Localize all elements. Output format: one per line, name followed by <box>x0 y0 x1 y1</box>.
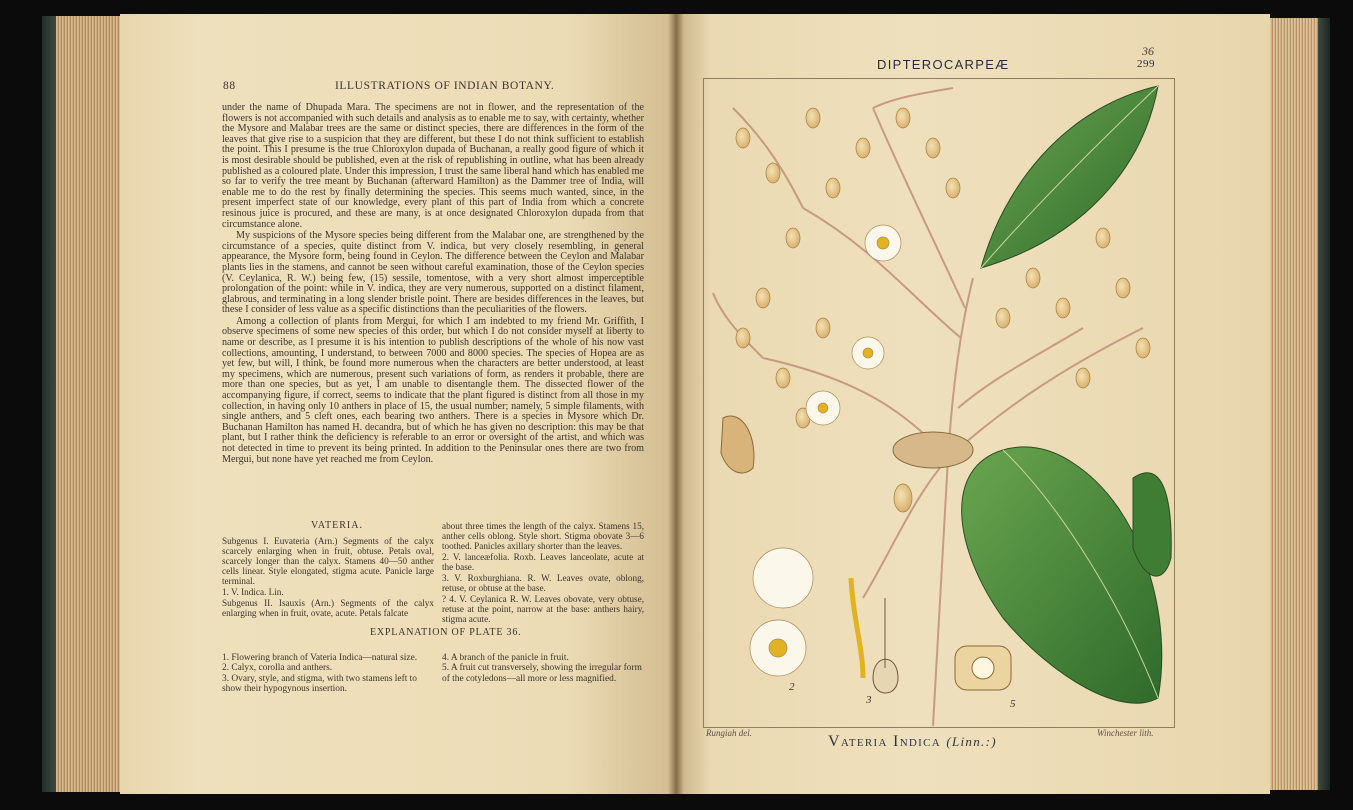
description-column-2 <box>442 521 644 625</box>
description-entry: Subgenus II. Isauxis (Arn.) Segments of the calyx enlarging when in fruit, ovate, acute. Petals falcate <box>222 598 434 618</box>
fruit-cross-section <box>955 646 1011 690</box>
explanation-heading: EXPLANATION OF PLATE 36. <box>370 627 522 638</box>
lithographer-credit: Winchester lith. <box>1097 728 1154 738</box>
fruit <box>893 432 973 468</box>
genus-heading: VATERIA. <box>311 520 363 531</box>
figure-label: 3 <box>866 694 872 706</box>
book-gutter <box>668 14 684 794</box>
explanation-item: 4. A branch of the panicle in fruit. <box>442 653 569 663</box>
figure-label: 2 <box>789 681 795 693</box>
paragraph: under the name of Dhupada Mara. The specimens are not in flower, and the representation of the flowers is not accompanied with such details and analysis as to enable me to say, with certainty, whether the Mysore and Malabar trees are the same or distinct species, there are differences in the form of the leaves that give rise to a suspicion that they are different, but these I do not think sufficient to establish the point. This I presume is the true Chloroxylon dupada of Buchanan, a really good figure of which it is most desirable should be published, even at the risk of republishing in outline, what has been already published as a coloured plate. Under this impression, I trust the same liberal hand which has enabled me so far to verify the tree meant by Buchanan (afterward Hamilton) as the Dammer tree of India, will enable me to do the rest by finally determining the species. This seems much wanted, since, in the present imperfect state of our knowledge, every plant of this part of India from which a concrete resinous juice is procured, and these are many, is at once designated Chloroxylon dupada from that circumstance alone. <box>222 102 644 230</box>
description-entry: 1. V. Indica. Lin. <box>222 587 284 597</box>
ovary-figure <box>873 598 898 693</box>
plate-number-handwritten: 36 <box>1142 44 1154 58</box>
right-page-edges <box>1268 18 1330 790</box>
description-entry: 2. V. lanceæfolia. Roxb. Leaves lanceolate, acute at the base. <box>442 552 644 572</box>
description-entry: ? 4. V. Ceylanica R. W. Leaves obovate, very obtuse, retuse at the point, narrow at the base: anthers hairy, stigma acute. <box>442 594 644 624</box>
open-flowers <box>750 225 901 676</box>
explanation-item: 2. Calyx, corolla and anthers. <box>222 663 333 674</box>
explanation-item: 5. A fruit cut transversely, showing the irregular form of the cotyledons—all more or less magnified. <box>442 663 642 684</box>
explanation-item: 1. Flowering branch of Vateria Indica—natural size. <box>222 653 418 663</box>
caption-title: Vateria Indica <box>828 733 942 750</box>
paragraph: Among a collection of plants from Mergui, for which I am indebted to my friend Mr. Griffith, I observe specimens of some new species of this order, but which I do not consider myself at liberty to name or describe, as I presume it is his intention to publish descriptions of the whole of his now vast collections, amounting, I understand, to between 7000 and 8000 species. The species of Hopea are as yet few, but will, I think, be found more numerous when the characters are better understood, at least my specimens, which are numerous, present such variations of form, as renders it probable, there are more than one species, but as yet, I am unable to disentangle them. The dissected flower of the accompanying figure, if correct, seems to indicate that the plant figured is distinct from all those in my collection, in having only 10 anthers in place of 15, the usual number; namely, 5 simple filaments, with single anthers, and 5 cleft ones, each bearing two anthers. There is a species in Mysore which Dr. Buchanan Hamilton has named H. decandra, but of which he has given no description: this may be that plant, but I rather think the deficiency is referable to an error or oversight of the artist, and which was not detected in time to prevent its being printed. In addition to the Peninsular ones there are two from Mergui, but none have yet reached me from Ceylon. <box>222 315 644 465</box>
description-entry: Subgenus I. Euvateria (Arn.) Segments of the calyx scarcely enlarging when in fruit, obtuse. Petals oval, scarcely longer than the calyx. Stamens 40—50 anther cells linear. Style elongated, stigma acute. Panicle large terminal. <box>222 536 434 586</box>
botanical-illustration <box>703 78 1173 726</box>
explanation-column-2 <box>442 653 644 684</box>
plate-caption <box>828 733 997 751</box>
leaf-upper-right <box>981 86 1158 268</box>
stamen-figure <box>851 578 863 678</box>
description-entry: about three times the length of the calyx. Stamens 15, anther cells oblong. Style short. Stigma obovate 3—6 toothed. Panicles axillary shorter than the leaves. <box>442 521 644 551</box>
fruit-calyx <box>721 416 754 473</box>
paragraph: My suspicions of the Mysore species being different from the Malabar one, are strengthened by the circumstance of a species, quite distinct from V. indica, but very closely resembling, in general appearance, the Mysore form, being found in Ceylon. The difference between the Ceylon and Malabar plants lies in the stamens, and cannot be seen without careful examination, those of the Ceylon species (V. Ceylanica, R. W.) being few, (15) sessile, tomentose, with a very short almost imperceptible prolongation of the point: while in V. indica, they are very numerous, supported on a distinct filament, glabrous, and terminating in a long slender bristle point. There are besides differences in the leaves, but these I consider of less value as a specific distinctions than the peculiarities of the flowers. <box>222 230 644 316</box>
caption-authority: (Linn.:) <box>946 734 997 749</box>
explanation-column-1 <box>222 653 434 695</box>
figure-label: 5 <box>1010 698 1016 710</box>
leaf-edge-right <box>1133 473 1171 576</box>
description-entry: 3. V. Roxburghiana. R. W. Leaves ovate, oblong, retuse, or obtuse at the base. <box>442 573 644 593</box>
left-running-title: ILLUSTRATIONS OF INDIAN BOTANY. <box>335 80 555 92</box>
family-heading: DIPTEROCARPEÆ <box>877 57 1010 72</box>
left-page-edges <box>42 16 124 792</box>
left-page-number: 88 <box>223 80 236 92</box>
description-column-1 <box>222 536 434 619</box>
artist-credit: Rungiah del. <box>706 728 752 738</box>
explanation-item: 3. Ovary, style, and stigma, with two stamens left to show their hypogynous insertion. <box>222 673 417 695</box>
left-body-text <box>222 103 644 466</box>
right-page-number: 299 <box>1137 58 1155 70</box>
